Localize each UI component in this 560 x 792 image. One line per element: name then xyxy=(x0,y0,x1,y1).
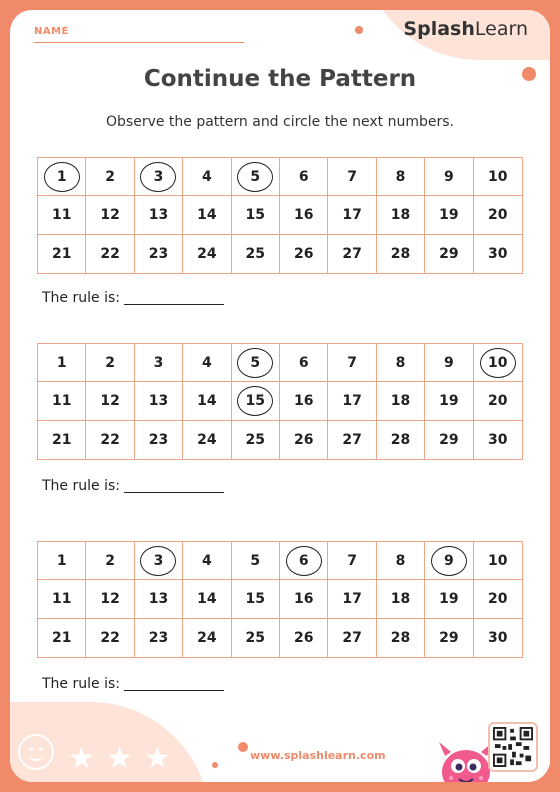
grid-number: 16 xyxy=(293,590,314,607)
grid-number: 24 xyxy=(197,431,217,448)
grid-number: 4 xyxy=(202,552,212,569)
grid-cell[interactable] xyxy=(183,580,231,618)
name-line[interactable] xyxy=(34,42,244,43)
grid-number: 27 xyxy=(342,245,362,262)
grid-cell[interactable] xyxy=(425,344,473,382)
footer-url[interactable]: www.splashlearn.com xyxy=(250,749,386,762)
grid-cell[interactable] xyxy=(135,421,183,459)
decor-dot xyxy=(355,26,363,34)
grid-cell[interactable] xyxy=(377,158,425,196)
grid-number: 30 xyxy=(488,431,508,448)
grid-number: 22 xyxy=(100,629,120,646)
grid-number: 4 xyxy=(202,168,212,185)
rule-answer-blank[interactable] xyxy=(124,304,224,305)
grid-number: 8 xyxy=(395,552,406,569)
grid-number: 18 xyxy=(390,206,411,223)
grid-number: 12 xyxy=(100,206,120,223)
grid-cell[interactable] xyxy=(183,619,231,657)
grid-number: 28 xyxy=(390,629,411,646)
grid-cell[interactable] xyxy=(86,158,134,196)
grid-number: 21 xyxy=(51,431,72,448)
grid-number: 11 xyxy=(51,206,72,223)
grid-number: 3 xyxy=(140,546,176,576)
grid-number: 30 xyxy=(488,629,508,646)
grid-cell[interactable] xyxy=(280,158,328,196)
grid-cell[interactable] xyxy=(377,382,425,420)
rule-answer-blank[interactable] xyxy=(124,492,224,493)
grid-number: 6 xyxy=(298,354,309,371)
grid-cell[interactable] xyxy=(38,542,86,580)
grid-cell[interactable] xyxy=(135,196,183,234)
grid-number: 26 xyxy=(293,245,314,262)
number-grid-3 xyxy=(37,541,523,658)
grid-cell[interactable] xyxy=(474,542,522,580)
grid-cell[interactable] xyxy=(183,196,231,234)
grid-number: 30 xyxy=(488,245,508,262)
grid-cell[interactable] xyxy=(86,580,134,618)
grid-cell[interactable] xyxy=(38,421,86,459)
grid-cell[interactable] xyxy=(280,344,328,382)
grid-cell[interactable] xyxy=(474,196,522,234)
decor-dot xyxy=(212,762,218,768)
grid-cell[interactable] xyxy=(135,235,183,273)
grid-number: 8 xyxy=(395,354,406,371)
grid-number: 10 xyxy=(488,552,508,569)
grid-cell[interactable] xyxy=(183,158,231,196)
grid-number: 14 xyxy=(197,590,217,607)
grid-number: 2 xyxy=(105,354,115,371)
grid-cell[interactable] xyxy=(135,580,183,618)
grid-cell[interactable] xyxy=(328,235,376,273)
grid-number: 5 xyxy=(237,162,273,192)
grid-cell[interactable] xyxy=(86,421,134,459)
grid-cell[interactable] xyxy=(86,542,134,580)
grid-number: 18 xyxy=(390,590,411,607)
grid-number: 9 xyxy=(444,354,454,371)
grid-cell[interactable] xyxy=(328,542,376,580)
grid-cell[interactable] xyxy=(232,421,280,459)
grid-cell[interactable] xyxy=(425,382,473,420)
grid-number: 20 xyxy=(488,590,508,607)
grid-number: 13 xyxy=(148,392,169,409)
rule-line-1 xyxy=(42,290,224,306)
grid-number: 16 xyxy=(293,206,314,223)
grid-number: 26 xyxy=(293,629,314,646)
grid-number: 19 xyxy=(439,392,459,409)
grid-number: 8 xyxy=(395,168,406,185)
grid-cell[interactable] xyxy=(280,382,328,420)
grid-cell-circled[interactable] xyxy=(135,158,183,196)
grid-cell-circled[interactable] xyxy=(425,542,473,580)
grid-number: 7 xyxy=(347,168,357,185)
grid-number: 7 xyxy=(347,354,357,371)
grid-number: 18 xyxy=(390,392,411,409)
grid-cell[interactable] xyxy=(425,619,473,657)
grid-cell[interactable] xyxy=(280,580,328,618)
grid-number: 7 xyxy=(347,552,357,569)
grid-number: 20 xyxy=(488,206,508,223)
grid-cell[interactable] xyxy=(135,382,183,420)
grid-cell[interactable] xyxy=(474,619,522,657)
grid-number: 15 xyxy=(245,590,266,607)
grid-number: 2 xyxy=(105,552,115,569)
grid-cell[interactable] xyxy=(232,580,280,618)
grid-number: 28 xyxy=(390,431,411,448)
brand-bold: Splash xyxy=(403,18,475,40)
grid-number: 27 xyxy=(342,431,362,448)
grid-number: 23 xyxy=(148,431,169,448)
grid-cell[interactable] xyxy=(38,382,86,420)
grid-cell[interactable] xyxy=(377,196,425,234)
grid-number: 25 xyxy=(245,629,266,646)
grid-cell[interactable] xyxy=(377,580,425,618)
grid-cell[interactable] xyxy=(183,235,231,273)
grid-cell[interactable] xyxy=(425,158,473,196)
grid-number: 13 xyxy=(148,590,169,607)
grid-number: 10 xyxy=(488,168,508,185)
grid-number: 11 xyxy=(51,392,72,409)
grid-number: 13 xyxy=(148,206,169,223)
grid-cell[interactable] xyxy=(86,235,134,273)
grid-cell[interactable] xyxy=(474,235,522,273)
grid-number: 12 xyxy=(100,392,120,409)
grid-number: 15 xyxy=(237,386,273,416)
grid-number: 6 xyxy=(286,546,322,576)
grid-cell[interactable] xyxy=(280,421,328,459)
grid-number: 22 xyxy=(100,245,120,262)
grid-number: 17 xyxy=(342,206,362,223)
grid-number: 21 xyxy=(51,245,72,262)
grid-cell[interactable] xyxy=(425,196,473,234)
grid-cell[interactable] xyxy=(86,196,134,234)
grid-number: 29 xyxy=(439,431,459,448)
grid-cell[interactable] xyxy=(377,619,425,657)
grid-cell[interactable] xyxy=(328,421,376,459)
grid-cell[interactable] xyxy=(183,421,231,459)
grid-cell[interactable] xyxy=(425,235,473,273)
grid-cell[interactable] xyxy=(377,344,425,382)
grid-cell[interactable] xyxy=(38,235,86,273)
grid-cell[interactable] xyxy=(377,542,425,580)
grid-number: 3 xyxy=(153,354,164,371)
grid-number: 4 xyxy=(202,354,212,371)
rule-answer-blank[interactable] xyxy=(124,690,224,691)
grid-cell[interactable] xyxy=(474,158,522,196)
brand-light: Learn xyxy=(474,18,528,40)
decor-dot xyxy=(238,742,248,752)
grid-number: 22 xyxy=(100,431,120,448)
grid-number: 1 xyxy=(56,552,67,569)
grid-number: 6 xyxy=(298,168,309,185)
grid-number: 19 xyxy=(439,590,459,607)
rule-line-2 xyxy=(42,478,224,494)
grid-cell[interactable] xyxy=(232,235,280,273)
grid-cell[interactable] xyxy=(135,619,183,657)
grid-cell[interactable] xyxy=(474,382,522,420)
star-icon: ★ xyxy=(68,741,95,776)
grid-number: 1 xyxy=(56,354,67,371)
worksheet xyxy=(10,10,550,782)
rule-label: The rule is: xyxy=(42,676,120,692)
grid-cell[interactable] xyxy=(232,619,280,657)
grid-number: 15 xyxy=(245,206,266,223)
grid-cell-circled[interactable] xyxy=(474,344,522,382)
grid-number: 16 xyxy=(293,392,314,409)
grid-number: 5 xyxy=(237,348,273,378)
grid-number: 17 xyxy=(342,392,362,409)
grid-number: 25 xyxy=(245,245,266,262)
grid-number: 28 xyxy=(390,245,411,262)
rule-line-3 xyxy=(42,676,224,692)
grid-number: 21 xyxy=(51,629,72,646)
grid-cell-circled[interactable] xyxy=(232,382,280,420)
grid-number: 10 xyxy=(480,348,516,378)
grid-cell[interactable] xyxy=(232,542,280,580)
grid-cell[interactable] xyxy=(280,619,328,657)
page-title: Continue the Pattern xyxy=(143,66,417,92)
grid-cell[interactable] xyxy=(135,344,183,382)
grid-cell[interactable] xyxy=(328,382,376,420)
grid-cell-circled[interactable] xyxy=(135,542,183,580)
grid-number: 20 xyxy=(488,392,508,409)
grid-number: 3 xyxy=(140,162,176,192)
name-label: NAME xyxy=(34,26,69,37)
star-icon: ★ xyxy=(144,741,171,776)
grid-number: 12 xyxy=(100,590,120,607)
grid-cell[interactable] xyxy=(474,421,522,459)
grid-cell[interactable] xyxy=(86,619,134,657)
grid-number: 25 xyxy=(245,431,266,448)
grid-cell[interactable] xyxy=(86,382,134,420)
number-grid-2 xyxy=(37,343,523,460)
grid-cell[interactable] xyxy=(280,196,328,234)
grid-cell-circled[interactable] xyxy=(232,158,280,196)
grid-cell[interactable] xyxy=(328,580,376,618)
grid-cell[interactable] xyxy=(280,235,328,273)
grid-cell[interactable] xyxy=(425,580,473,618)
smiley-icon xyxy=(18,734,54,770)
grid-number: 29 xyxy=(439,245,459,262)
qr-code-icon xyxy=(488,722,538,772)
grid-cell[interactable] xyxy=(328,344,376,382)
grid-cell[interactable] xyxy=(425,421,473,459)
grid-number: 17 xyxy=(342,590,362,607)
grid-cell[interactable] xyxy=(86,344,134,382)
rule-label: The rule is: xyxy=(42,290,120,306)
grid-cell[interactable] xyxy=(377,235,425,273)
grid-number: 26 xyxy=(293,431,314,448)
grid-number: 24 xyxy=(197,245,217,262)
grid-cell[interactable] xyxy=(328,196,376,234)
grid-cell[interactable] xyxy=(183,382,231,420)
grid-cell[interactable] xyxy=(38,196,86,234)
grid-cell[interactable] xyxy=(183,542,231,580)
grid-cell[interactable] xyxy=(183,344,231,382)
brand-logo xyxy=(403,18,528,40)
grid-number: 5 xyxy=(250,552,261,569)
rule-label: The rule is: xyxy=(42,478,120,494)
grid-number: 1 xyxy=(44,162,80,192)
grid-cell[interactable] xyxy=(232,196,280,234)
grid-cell[interactable] xyxy=(474,580,522,618)
grid-number: 23 xyxy=(148,629,169,646)
grid-number: 9 xyxy=(431,546,467,576)
grid-number: 9 xyxy=(444,168,454,185)
grid-number: 19 xyxy=(439,206,459,223)
grid-number: 24 xyxy=(197,629,217,646)
grid-number: 29 xyxy=(439,629,459,646)
number-grid-1 xyxy=(37,157,523,274)
grid-cell[interactable] xyxy=(38,619,86,657)
grid-cell[interactable] xyxy=(38,344,86,382)
grid-cell[interactable] xyxy=(377,421,425,459)
grid-number: 11 xyxy=(51,590,72,607)
grid-cell[interactable] xyxy=(328,158,376,196)
grid-number: 2 xyxy=(105,168,115,185)
grid-number: 23 xyxy=(148,245,169,262)
grid-cell-circled[interactable] xyxy=(38,158,86,196)
grid-number: 14 xyxy=(197,206,217,223)
star-icon: ★ xyxy=(106,741,133,776)
grid-cell-circled[interactable] xyxy=(232,344,280,382)
grid-cell[interactable] xyxy=(38,580,86,618)
grid-number: 27 xyxy=(342,629,362,646)
grid-number: 14 xyxy=(197,392,217,409)
grid-cell-circled[interactable] xyxy=(280,542,328,580)
instructions: Observe the pattern and circle the next numbers. xyxy=(106,114,454,130)
grid-cell[interactable] xyxy=(328,619,376,657)
